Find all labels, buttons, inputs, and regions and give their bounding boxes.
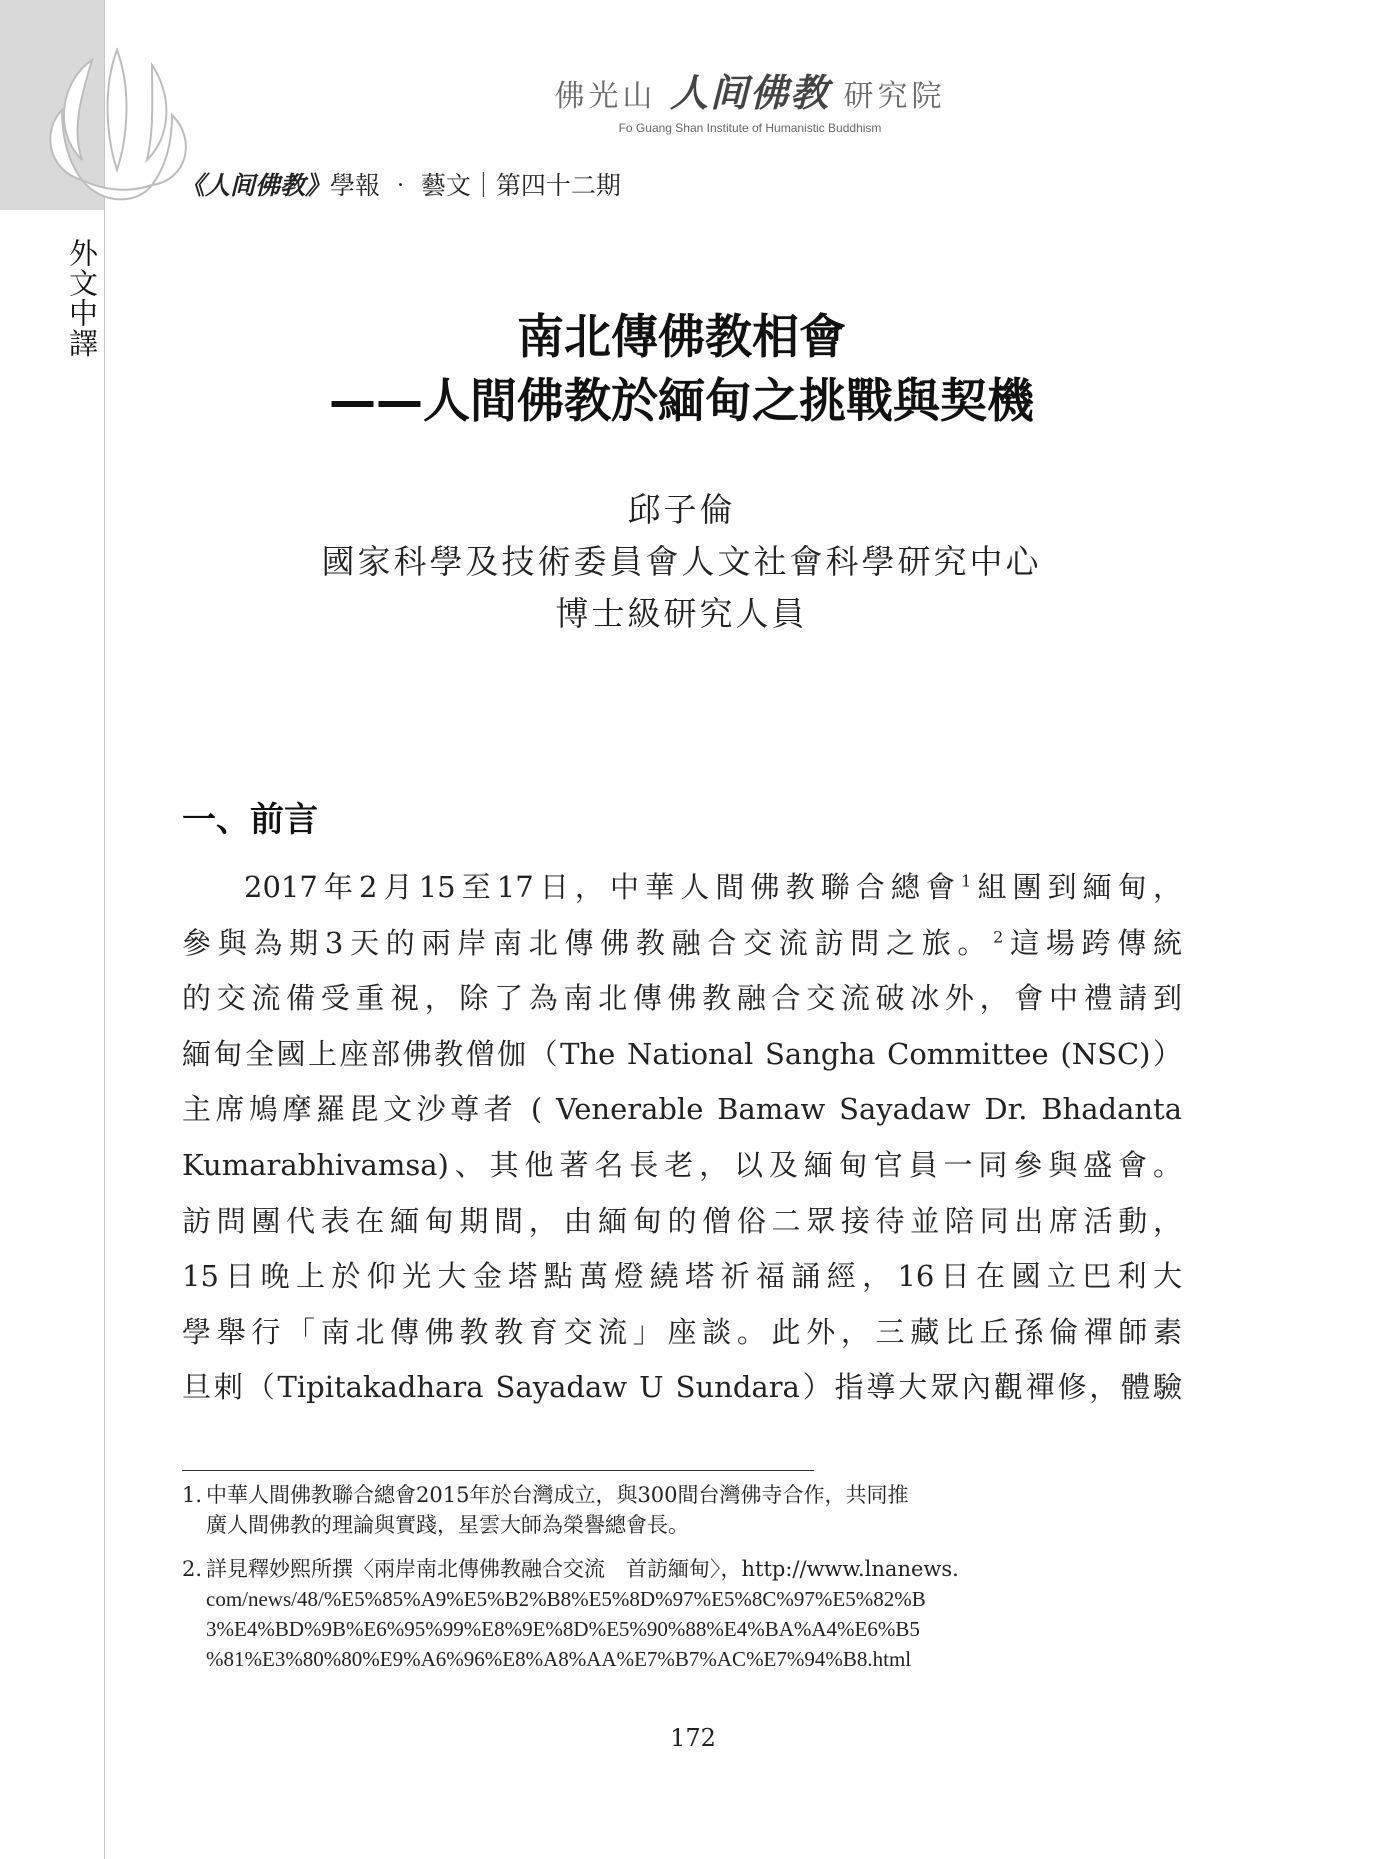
institute-prefix: 佛光山 — [554, 79, 657, 114]
text-line: 2017年2月15至17日，中華人間佛教聯合總會$^1$組團到緬甸， — [244, 870, 1182, 904]
institute-header — [440, 62, 1060, 135]
text-line: Kumarabhivamsa)、其他著名長老，以及緬甸官員一同參與盛會。 — [182, 1147, 1182, 1182]
institute-suffix: 研究院 — [843, 79, 946, 114]
footnote-url-part[interactable]: %81%E3%80%80%E9%A6%96%E8%A8%AA%E7%B7%AC%E7%94%B8.html — [206, 1647, 912, 1671]
text-line: 旦剌（Tipitakadhara Sayadaw U Sundara）指導大眾內觀禪修，體驗 — [182, 1370, 1182, 1405]
footnote-number: 1. — [182, 1483, 203, 1507]
body-paragraph — [182, 860, 1182, 1416]
journal-brand: 《人间佛教》 — [180, 171, 331, 200]
article-title — [183, 306, 1180, 434]
footnote-text: 廣人間佛教的理論與實踐，星雲大師為榮譽總會長。 — [206, 1513, 689, 1537]
institute-english-name: Fo Guang Shan Institute of Humanistic Buddhism — [618, 121, 882, 135]
title-subtitle: ——人間佛教於緬甸之挑戰與契機 — [329, 374, 1034, 429]
author-info — [183, 484, 1180, 640]
footnote-2 — [182, 1554, 1182, 1674]
section-heading: 一、前言 — [182, 800, 318, 840]
text-line: 緬甸全國上座部佛教僧伽（The National Sangha Committee (NSC)） — [182, 1036, 1182, 1071]
journal-running-head — [180, 166, 621, 202]
text-line: 主席鳩摩羅毘文沙尊者 ( Venerable Bamaw Sayadaw Dr. Bhadanta — [182, 1092, 1182, 1127]
footnote-number: 2. — [182, 1557, 203, 1581]
footnote-1 — [182, 1480, 1182, 1540]
footnotes — [182, 1480, 1182, 1688]
footnote-url-part[interactable]: com/news/48/%E5%85%A9%E5%B2%B8%E5%8D%97%E5%8C%97%E5%82%B — [206, 1587, 926, 1611]
footnote-divider — [182, 1470, 814, 1471]
footnote-text: 中華人間佛教聯合總會2015年於台灣成立，與300間台灣佛寺合作，共同推 — [206, 1483, 909, 1507]
title-main: 南北傳佛教相會 — [517, 310, 846, 365]
author-affiliation: 國家科學及技術委員會人文社會科學研究中心 — [321, 542, 1042, 581]
institute-brand-logo: 人间佛教 — [669, 70, 830, 115]
author-name: 邱子倫 — [627, 490, 736, 529]
author-position: 博士級研究人員 — [555, 594, 808, 633]
section-category-label: 外文中譯 — [65, 238, 99, 358]
institute-name — [440, 62, 1060, 117]
footnote-text: 詳見釋妙熙所撰〈兩岸南北傳佛教融合交流 首訪緬甸〉，http://www.lnanews. — [206, 1557, 959, 1581]
text-line: 訪問團代表在緬甸期間，由緬甸的僧俗二眾接待並陪同出席活動， — [182, 1203, 1182, 1238]
footnote-url-part[interactable]: 3%E4%BD%9B%E6%95%99%E8%9E%8D%E5%90%88%E4%BA%A4%E6%B5 — [206, 1617, 920, 1641]
text-line: 參與為期3天的兩岸南北傳佛教融合交流訪問之旅。$^2$這場跨傳統 — [182, 925, 1182, 960]
margin-rule — [104, 0, 105, 1859]
journal-issue: 學報 ‧ 藝文｜第四十二期 — [330, 171, 621, 200]
text-line: 學舉行「南北傳佛教教育交流」座談。此外，三藏比丘孫倫禪師素 — [182, 1314, 1182, 1349]
text-line: 的交流備受重視，除了為南北傳佛教融合交流破冰外，會中禮請到 — [182, 981, 1182, 1016]
page-number: 172 — [670, 1724, 716, 1752]
text-line: 15日晚上於仰光大金塔點萬燈繞塔祈福誦經，16日在國立巴利大 — [182, 1259, 1182, 1294]
